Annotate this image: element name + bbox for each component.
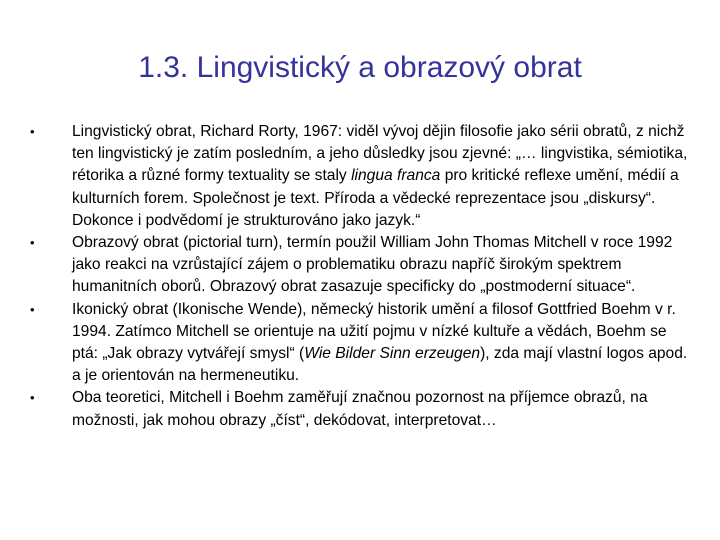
bullet-item-obrazovy-obrat bbox=[30, 232, 690, 299]
bullet-text bbox=[72, 299, 690, 388]
bullet-text-segment: Obrazový obrat (pictorial turn), termín použil William John Thomas Mitchell v roce 1992 jako reakci na vzrůstající zájem o problematiku obrazu napříč širokým spektrem humanitních oborů. Obrazový obrat zasazuje specificky do „postmoderní situace“. bbox=[72, 234, 673, 296]
italic-term: lingua franca bbox=[351, 167, 441, 185]
bullet-dot-icon: • bbox=[30, 301, 35, 317]
bullet-text bbox=[72, 387, 690, 431]
bullet-text-segment: Ikonický obrat (Ikonische Wende), německý historik umění a filosof Gottfried Boehm v r. 1994. Zatímco Mitchell se orientuje na užití pojmu v nízké kultuře a vědách, Boehm se ptá: „Jak obrazy vytvářejí smysl“ ( bbox=[72, 300, 676, 363]
slide-title: 1.3. Lingvistický a obrazový obrat bbox=[138, 51, 582, 84]
bullet-item-ikonicky-obrat bbox=[30, 299, 690, 388]
bullet-dot-icon: • bbox=[30, 390, 35, 406]
bullet-text-segment: ), zda mají vlastní logos apod. a je orientován na hermeneutiku. bbox=[72, 345, 688, 385]
bullet-text-segment: pro kritické reflexe umění, médií a kulturních forem. Společnost je text. Příroda a vědecké reprezentace jsou „diskursy“. Dokonce i podvědomí je strukturováno jako jazyk.“ bbox=[72, 167, 679, 229]
bullet-list bbox=[30, 121, 690, 432]
bullet-dot-icon: • bbox=[30, 124, 35, 139]
bullet-text bbox=[72, 121, 690, 232]
bullet-dot-icon: • bbox=[30, 235, 35, 251]
bullet-text bbox=[72, 232, 690, 299]
bullet-item-lingvisticky-obrat bbox=[30, 121, 690, 232]
italic-term: Wie Bilder Sinn erzeugen bbox=[304, 345, 481, 363]
bullet-text-segment: Lingvistický obrat, Richard Rorty, 1967: viděl vývoj dějin filosofie jako sérii obratů, z nichž ten lingvistický je zatím posledním, a jeho důsledky jsou zjevné: „… lingvistika, sémiotika, rétorika a různé formy textuality se staly bbox=[72, 123, 688, 185]
bullet-text-segment: Oba teoretici, Mitchell i Boehm zaměřují značnou pozornost na příjemce obrazů, na možnosti, jak mohou obrazy „číst“, dekódovat, interpretovat… bbox=[72, 389, 648, 429]
bullet-item-oba-teoretici bbox=[30, 387, 690, 431]
